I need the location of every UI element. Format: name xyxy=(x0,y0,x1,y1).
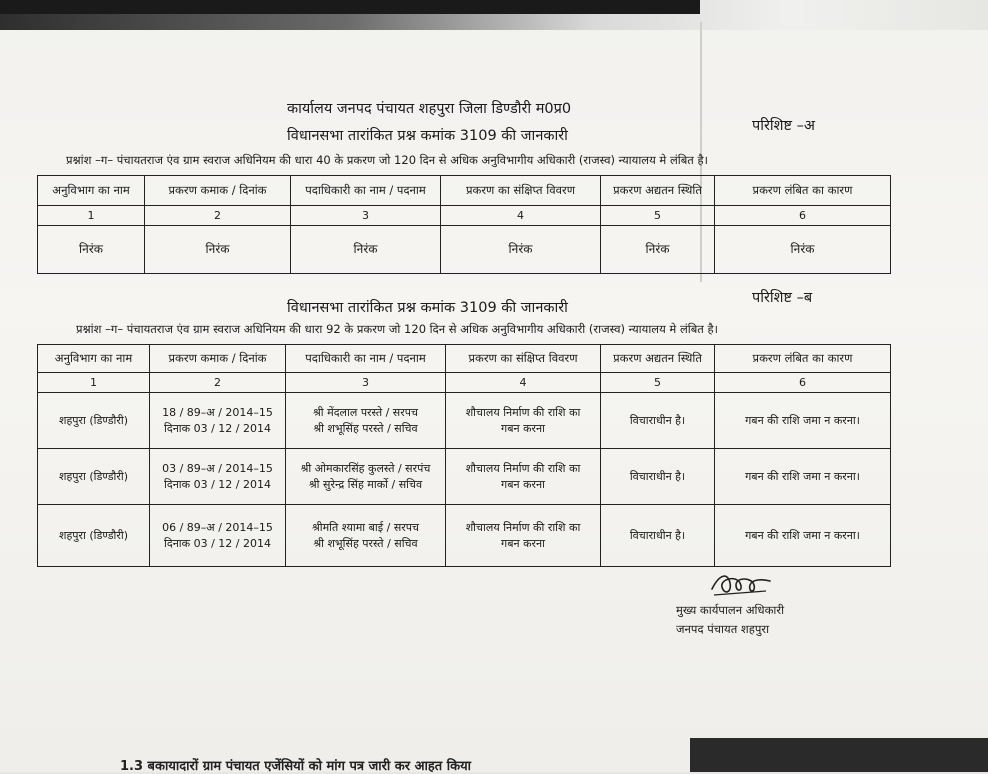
col-number: 2 xyxy=(150,373,286,393)
cell-status: विचाराधीन है। xyxy=(601,449,715,505)
col-number: 5 xyxy=(601,206,715,226)
col-number: 4 xyxy=(441,206,601,226)
scan-top-shadow xyxy=(0,0,700,14)
cell-case xyxy=(150,449,286,505)
table-a-number-row xyxy=(38,206,891,226)
official-sarpanch: श्री ओमकारसिंह कुलस्ते / सरपंच xyxy=(300,461,431,475)
signature-mark xyxy=(706,567,776,601)
summary-line: शौचालय निर्माण की राशि का xyxy=(465,520,581,534)
col-number: 2 xyxy=(145,206,291,226)
next-page-text: 1.3 बकायादारों ग्राम पंचायत एजेंसियों को मांग पत्र जारी कर आहत किया xyxy=(120,759,472,774)
col-header-case: प्रकरण कमाक / दिनांक xyxy=(150,345,286,373)
cell-case xyxy=(150,505,286,567)
cell-reason: गबन की राशि जमा न करना। xyxy=(715,393,891,449)
cell-summary xyxy=(446,505,601,567)
section-a-title: विधानसभा तारांकित प्रश्न कमांक 3109 की जानकारी xyxy=(287,128,568,144)
cell-summary xyxy=(446,449,601,505)
office-title: कार्यालय जनपद पंचायत शहपुरा जिला डिण्डौरी म0प्र0 xyxy=(287,101,572,117)
table-a-header-row xyxy=(38,176,891,206)
summary-line: गबन करना xyxy=(501,536,545,550)
cell-case xyxy=(150,393,286,449)
col-number: 3 xyxy=(291,206,441,226)
col-header-official: पदाधिकारी का नाम / पदनाम xyxy=(291,176,441,206)
table-row xyxy=(38,505,891,567)
case-date: दिनाक 03 / 12 / 2014 xyxy=(164,421,271,435)
col-header-official: पदाधिकारी का नाम / पदनाम xyxy=(286,345,446,373)
cell-summary xyxy=(446,393,601,449)
col-number: 4 xyxy=(446,373,601,393)
cell-division: शहपुरा (डिण्डौरी) xyxy=(38,505,150,567)
section-b-subhead: प्रश्नांश –ग– पंचायतराज एंव ग्राम स्वराज अधिनियम की धारा 92 के प्रकरण जो 120 दिन से अधिक अनुविभागीय अधिकारी (राजस्व) न्यायालय मे लंबित है। xyxy=(76,322,718,336)
scan-bottom-edge xyxy=(690,738,988,772)
table-b-number-row xyxy=(38,373,891,393)
col-number: 6 xyxy=(715,373,891,393)
col-header-summary: प्रकरण का संक्षिप्त विवरण xyxy=(446,345,601,373)
summary-line: गबन करना xyxy=(501,477,545,491)
table-row xyxy=(38,226,891,274)
cell-reason: गबन की राशि जमा न करना। xyxy=(715,505,891,567)
col-header-status: प्रकरण अद्यतन स्थिति xyxy=(601,345,715,373)
case-number: 03 / 89–अ / 2014–15 xyxy=(162,461,273,475)
table-b-header-row xyxy=(38,345,891,373)
col-header-case: प्रकरण कमाक / दिनांक xyxy=(145,176,291,206)
case-number: 06 / 89–अ / 2014–15 xyxy=(162,520,273,534)
section-a-subhead: प्रश्नांश –ग– पंचायतराज एंव ग्राम स्वराज अधिनियम की धारा 40 के प्रकरण जो 120 दिन से अधिक अनुविभागीय अधिकारी (राजस्व) न्यायालय मे लंबित है। xyxy=(66,153,708,167)
cell-official xyxy=(286,505,446,567)
official-secretary: श्री सुरेन्द्र सिंह मार्को / सचिव xyxy=(308,477,423,491)
cell-nil: निरंक xyxy=(145,226,291,274)
table-b xyxy=(37,344,891,567)
table-a xyxy=(37,175,891,274)
official-secretary: श्री शभूसिंह परस्ते / सचिव xyxy=(313,421,418,435)
cell-division: शहपुरा (डिण्डौरी) xyxy=(38,393,150,449)
col-number: 1 xyxy=(38,206,145,226)
official-sarpanch: श्रीमति श्यामा बाई / सरपच xyxy=(311,520,420,534)
summary-line: गबन करना xyxy=(501,421,545,435)
section-a-annex: परिशिष्ट –अ xyxy=(752,118,815,134)
cell-nil: निरंक xyxy=(291,226,441,274)
cell-reason: गबन की राशि जमा न करना। xyxy=(715,449,891,505)
signatory-office: जनपद पंचायत शहपुरा xyxy=(676,622,770,636)
table-row xyxy=(38,449,891,505)
official-secretary: श्री शभूसिंह परस्ते / सचिव xyxy=(313,536,418,550)
col-header-status: प्रकरण अद्यतन स्थिति xyxy=(601,176,715,206)
summary-line: शौचालय निर्माण की राशि का xyxy=(465,405,581,419)
col-number: 3 xyxy=(286,373,446,393)
cell-nil: निरंक xyxy=(38,226,145,274)
cell-status: विचाराधीन है। xyxy=(601,505,715,567)
cell-nil: निरंक xyxy=(715,226,891,274)
cell-nil: निरंक xyxy=(441,226,601,274)
cell-nil: निरंक xyxy=(601,226,715,274)
col-header-reason: प्रकरण लंबित का कारण xyxy=(715,345,891,373)
case-date: दिनाक 03 / 12 / 2014 xyxy=(164,477,271,491)
col-header-division: अनुविभाग का नाम xyxy=(38,176,145,206)
cell-official xyxy=(286,449,446,505)
cell-status: विचाराधीन है। xyxy=(601,393,715,449)
section-b-annex: परिशिष्ट –ब xyxy=(752,290,813,306)
col-number: 5 xyxy=(601,373,715,393)
cell-division: शहपुरा (डिण्डौरी) xyxy=(38,449,150,505)
signatory-designation: मुख्य कार्यपालन अधिकारी xyxy=(676,603,785,617)
official-sarpanch: श्री मेंदलाल परस्ते / सरपच xyxy=(313,405,418,419)
case-number: 18 / 89–अ / 2014–15 xyxy=(162,405,273,419)
col-number: 1 xyxy=(38,373,150,393)
table-row xyxy=(38,393,891,449)
case-date: दिनाक 03 / 12 / 2014 xyxy=(164,536,271,550)
summary-line: शौचालय निर्माण की राशि का xyxy=(465,461,581,475)
col-header-reason: प्रकरण लंबित का कारण xyxy=(715,176,891,206)
col-header-summary: प्रकरण का संक्षिप्त विवरण xyxy=(441,176,601,206)
col-header-division: अनुविभाग का नाम xyxy=(38,345,150,373)
section-b-title: विधानसभा तारांकित प्रश्न कमांक 3109 की जानकारी xyxy=(287,300,568,316)
col-number: 6 xyxy=(715,206,891,226)
cell-official xyxy=(286,393,446,449)
